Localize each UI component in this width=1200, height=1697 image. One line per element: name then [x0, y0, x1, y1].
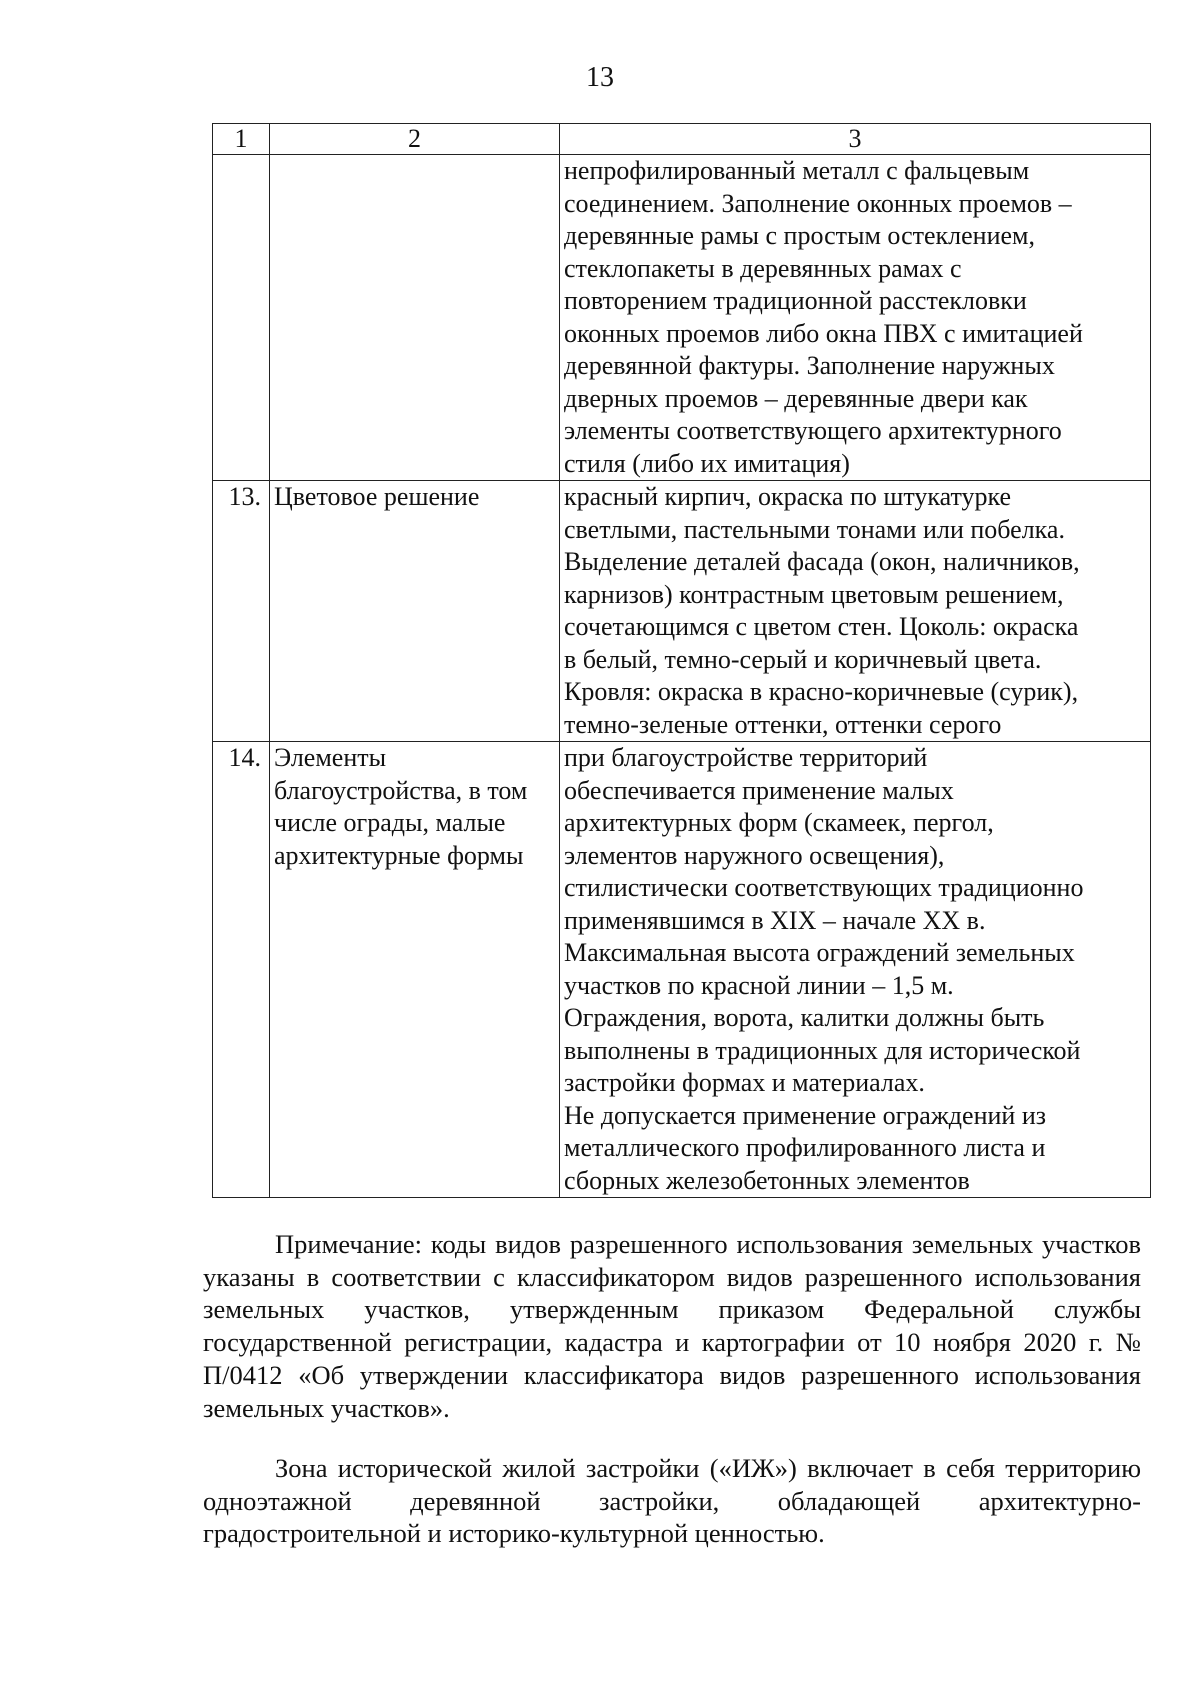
column-header-1: 1: [213, 124, 270, 155]
requirements-table: [212, 123, 1151, 1198]
note-paragraph: Примечание: коды видов разрешенного использования земельных участков указаны в соответствии с классификатором видов разрешенного использования земельных участков, утвержденным приказом Федеральной службы государственной регистрации, кадастра и картографии от 10 ноября 2020 г. № П/0412 «Об утверждении классификатора видов разрешенного использования земельных участков».: [203, 1229, 1141, 1423]
row-name: Цветовое решение: [270, 481, 560, 742]
row-number: 13.: [213, 481, 270, 742]
row-number: [213, 155, 270, 481]
table-header-row: [213, 124, 1151, 155]
row-number: 14.: [213, 742, 270, 1198]
column-header-2: 2: [270, 124, 560, 155]
page-number: 13: [586, 62, 614, 93]
row-description: красный кирпич, окраска по штукатурке светлыми, пастельными тонами или побелка. Выделение деталей фасада (окон, наличников, карнизов) контрастным цветовым решением, сочетающимся с цветом стен. Цоколь: окраска в белый, темно-серый и коричневый цвета. Кровля: окраска в красно-коричневые (сурик), темно-зеленые оттенки, оттенки серого: [560, 481, 1151, 742]
table-row: [213, 742, 1151, 1198]
table-row: [213, 481, 1151, 742]
column-header-3: 3: [560, 124, 1151, 155]
row-description: непрофилированный металл с фальцевым соединением. Заполнение оконных проемов – деревянные рамы с простым остеклением, стеклопакеты в деревянных рамах с повторением традиционной расстекловки оконных проемов либо окна ПВХ с имитацией деревянной фактуры. Заполнение наружных дверных проемов – деревянные двери как элементы соответствующего архитектурного стиля (либо их имитация): [560, 155, 1151, 481]
row-description: при благоустройстве территорий обеспечивается применение малых архитектурных форм (скамеек, пергол, элементов наружного освещения), стилистически соответствующих традиционно применявшимся в XIX – начале XX в. Максимальная высота ограждений земельных участков по красной линии – 1,5 м. Ограждения, ворота, калитки должны быть выполнены в традиционных для исторической застройки формах и материалах. Не допускается применение ограждений из металлического профилированного листа и сборных железобетонных элементов: [560, 742, 1151, 1198]
table-row: [213, 155, 1151, 481]
row-name: Элементы благоустройства, в том числе ограды, малые архитектурные формы: [270, 742, 560, 1198]
zone-description-paragraph: Зона исторической жилой застройки («ИЖ») включает в себя территорию одноэтажной деревянной застройки, обладающей архитектурно-градостроительной и историко-культурной ценностью.: [203, 1453, 1141, 1549]
row-name: [270, 155, 560, 481]
